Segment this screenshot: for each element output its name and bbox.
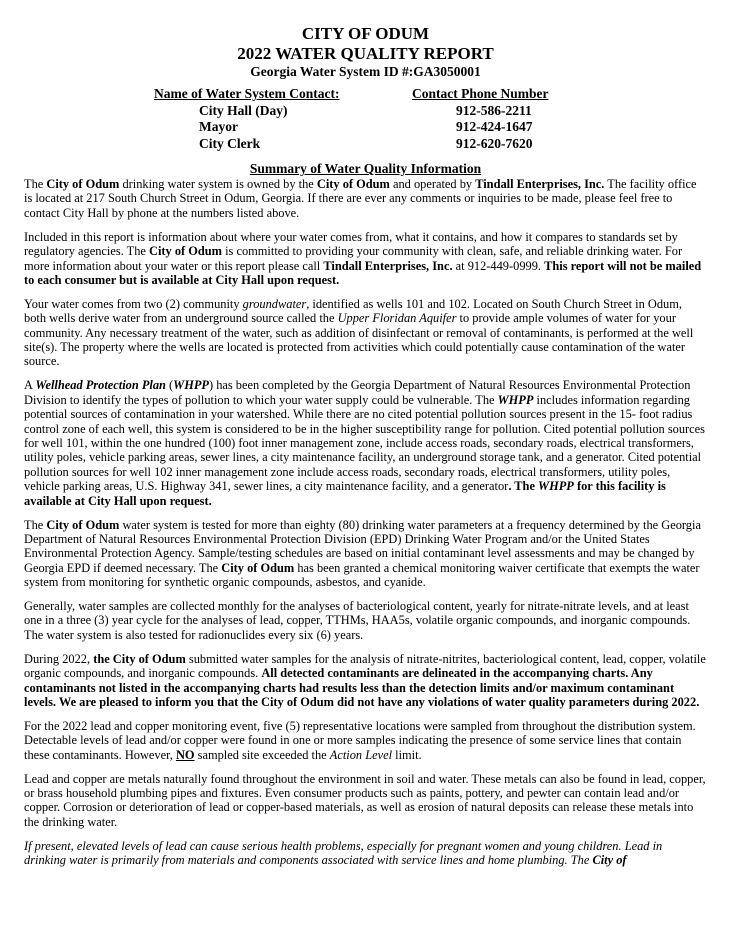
contact-name-header: Name of Water System Contact: bbox=[154, 86, 340, 101]
text-run: City of bbox=[592, 853, 627, 868]
text-run: Your water comes from two (2) community bbox=[24, 296, 243, 311]
paragraph-water-source bbox=[24, 297, 707, 369]
text-run: During 2022, bbox=[24, 651, 94, 666]
text-run: Wellhead Protection Plan bbox=[35, 378, 166, 393]
contact-phone: 912-586-2211 bbox=[456, 102, 532, 118]
contact-phone-column bbox=[412, 86, 572, 152]
paragraph-report-info bbox=[24, 230, 707, 288]
report-page bbox=[24, 24, 707, 877]
text-run: City of Odum bbox=[46, 177, 120, 191]
text-run: City of Odum bbox=[316, 177, 390, 191]
contact-table bbox=[154, 86, 707, 152]
text-run: has been granted a chemical monitoring waiver certificate that exempts the water system from monitoring for synthetic organic compounds, asbestos, and cyanide. bbox=[24, 560, 700, 590]
text-run: groundwater bbox=[242, 296, 307, 311]
text-run: drinking water system is owned by the bbox=[119, 177, 317, 191]
paragraph-wellhead-protection bbox=[24, 378, 707, 508]
paragraph-lead-copper-sources bbox=[24, 772, 707, 830]
text-run: the City of Odum bbox=[93, 651, 186, 666]
text-run: For the 2022 lead and copper monitoring event, five (5) representative locations were sampled from throughout the distribution system. Detectable levels of lead and/or copper were found in one or more samples indicating the presence of some service lines that contain these contaminants. However, bbox=[24, 718, 696, 762]
text-run: A bbox=[24, 378, 36, 393]
text-run: Generally, water samples are collected monthly for the analyses of bacteriological content, yearly for nitrate-nitrate levels, and at least one in a three (3) year cycle for the analyses of lead, copper, TTHMs, HAA5s, volatile organic compounds, and inorganic compounds. The water system is also tested for radionuclides every six (6) years. bbox=[24, 599, 691, 642]
text-run: The facility office is located at 217 South Church Street in Odum, Georgia. If there are ever any comments or inquiries to be made, please feel free to contact City Hall by phone at the numbers listed above. bbox=[24, 177, 697, 220]
contact-phone: 912-620-7620 bbox=[456, 135, 533, 151]
contact-name: City Clerk bbox=[199, 135, 261, 151]
text-run: is committed to providing your community with clean, safe, and reliable drinking water. For more information about your water or this report please call bbox=[24, 244, 683, 273]
summary-heading: Summary of Water Quality Information bbox=[249, 161, 482, 176]
text-run: City of Odum bbox=[46, 517, 120, 532]
text-run: City of Odum bbox=[221, 560, 295, 575]
contact-phone-header: Contact Phone Number bbox=[412, 86, 549, 101]
text-run: includes information regarding potential sources of contamination in your watershed. While there are no cited potential pollution sources present in the 15- foot radius control zone of each well, this system is considered to be in the higher susceptibility range for pollution. Cited potential pollution sources for well 101, within the one hundred (100) foot inner management zone, include access roads, secondary roads, electrical transformers, utility poles, vehicle parking areas, sewer lines, a city maintenance facility, an underground storage tank, and a generator. Cited potential pollution sources for well 102 inner management zone include access roads, secondary roads, electrical transformers, utility poles, vehicle parking areas, U.S. Highway 341, sewer lines, a city maintenance facility, and a generator bbox=[24, 392, 705, 494]
text-run: City of Odum bbox=[149, 244, 222, 259]
text-run: for this facility is available at City Hall upon request. bbox=[24, 479, 666, 508]
text-run: Tindall Enterprises, Inc. bbox=[323, 258, 453, 273]
text-run: WHPP bbox=[497, 392, 534, 407]
paragraph-lead-copper-monitoring bbox=[24, 719, 707, 762]
water-system-id: Georgia Water System ID #:GA3050001 bbox=[250, 64, 481, 79]
contact-name-column bbox=[154, 86, 412, 152]
text-run: The bbox=[24, 517, 47, 532]
text-run: If present, elevated levels of lead can cause serious health problems, especially for pregnant women and young children. Lead in drinking water is primarily from materials and components associated with service lines and home plumbing. The bbox=[24, 838, 663, 868]
paragraph-ownership bbox=[24, 177, 707, 220]
text-run: NO bbox=[175, 747, 195, 762]
paragraph-sampling-schedule bbox=[24, 599, 707, 642]
text-run: sampled site exceeded the bbox=[194, 747, 330, 762]
text-run: . The bbox=[508, 479, 539, 494]
text-run: at 912-449-0999. bbox=[452, 258, 545, 273]
text-run: water system is tested for more than eighty (80) drinking water parameters at a frequency determined by the Georgia Department of Natural Resources Environmental Protection Division (EPD) Drinking Water Program and/or the United States Environmental Protection Agency. Sample/testing schedules are based on initial contaminant level assessments and may be changed by Georgia EPD if deemed necessary. The bbox=[24, 517, 701, 575]
text-run: Upper Floridan Aquifer bbox=[337, 311, 457, 326]
text-run: ) has been completed by the Georgia Department of Natural Resources Environmental Protection Division to identify the types of pollution to which your water supply could be vulnerable. The bbox=[24, 378, 691, 407]
paragraph-lead-health bbox=[24, 839, 707, 868]
contact-name: Mayor bbox=[199, 119, 238, 134]
text-run: Included in this report is information about where your water comes from, what it contains, and how it compares to standards set by regulatory agencies. The bbox=[24, 229, 678, 259]
text-run: All detected contaminants are delineated in the accompanying charts. Any contaminants not listed in the accompanying charts had results less than the detection limits and/or maximum contaminant levels. We are pleased to inform you that the City of Odum did not have any violations of water quality parameters during 2022. bbox=[24, 666, 700, 709]
text-run: submitted water samples for the analysis of nitrate-nitrites, bacteriological content, lead, copper, volatile organic compounds, and inorganic compounds. bbox=[24, 651, 706, 681]
text-run: limit. bbox=[392, 747, 422, 762]
report-title-year: 2022 WATER QUALITY REPORT bbox=[237, 44, 494, 63]
text-run: WHPP bbox=[538, 479, 574, 494]
paragraph-testing bbox=[24, 518, 707, 590]
paragraph-2022-results bbox=[24, 652, 707, 710]
report-title-city: CITY OF ODUM bbox=[301, 24, 430, 43]
text-run: to provide ample volumes of water for your community. Any necessary treatment of the water, such as addition of disinfectant or removal of contaminants, is performed at the well site(s). The property where the wells are located is protected from activities which could potentially cause contamination of the water source. bbox=[24, 311, 694, 369]
text-run: This report will not be mailed to each consumer but is available at City Hall upon request. bbox=[24, 258, 702, 287]
contact-name: City Hall (Day) bbox=[199, 102, 288, 118]
text-run: ( bbox=[165, 378, 174, 393]
contact-phone: 912-424-1647 bbox=[456, 119, 533, 134]
text-run: , identified as wells 101 and 102. Located on South Church Street in Odum, both wells derive water from an underground source called the bbox=[24, 296, 682, 326]
text-run: Action Level bbox=[329, 747, 393, 762]
text-run: and operated by bbox=[389, 177, 476, 191]
text-run: Tindall Enterprises, Inc. bbox=[475, 177, 605, 191]
text-run: WHPP bbox=[173, 378, 209, 393]
text-run: Lead and copper are metals naturally found throughout the environment in soil and water. These metals can also be found in lead, copper, or brass household plumbing pipes and fixtures. Even consumer products such as paints, pottery, and pewter can contain lead and/or copper. Corrosion or deterioration of lead or copper-based materials, as well as erosion of natural deposits can release these metals into the drinking water. bbox=[24, 771, 706, 829]
text-run: The bbox=[24, 177, 47, 191]
